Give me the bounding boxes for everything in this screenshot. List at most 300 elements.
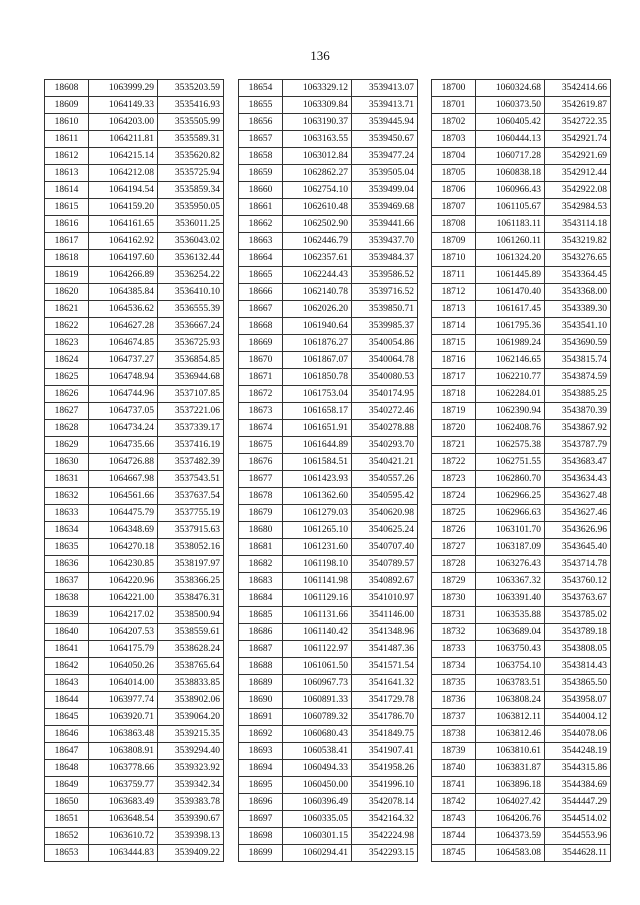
y-coordinate-cell: 3536555.39: [158, 301, 224, 318]
point-id-cell: 18685: [239, 607, 283, 624]
y-coordinate-cell: 3544315.86: [545, 760, 611, 777]
y-coordinate-cell: 3543683.47: [545, 454, 611, 471]
point-id-cell: 18619: [45, 267, 89, 284]
point-id-cell: 18670: [239, 352, 283, 369]
point-id-cell: 18623: [45, 335, 89, 352]
point-id-cell: 18626: [45, 386, 89, 403]
y-coordinate-cell: 3537637.54: [158, 488, 224, 505]
y-coordinate-cell: 3539342.34: [158, 777, 224, 794]
point-id-cell: 18676: [239, 454, 283, 471]
table-row: [239, 658, 418, 675]
table-row: [432, 284, 611, 301]
x-coordinate-cell: 1061795.36: [476, 318, 545, 335]
x-coordinate-cell: 1064161.65: [89, 216, 158, 233]
x-coordinate-cell: 1062284.01: [476, 386, 545, 403]
y-coordinate-cell: 3539294.40: [158, 743, 224, 760]
table-row: [239, 794, 418, 811]
table-row: [432, 250, 611, 267]
point-id-cell: 18669: [239, 335, 283, 352]
table-row: [432, 386, 611, 403]
table-row: [432, 80, 611, 97]
point-id-cell: 18722: [432, 454, 476, 471]
point-id-cell: 18720: [432, 420, 476, 437]
y-coordinate-cell: 3544447.29: [545, 794, 611, 811]
table-row: [432, 607, 611, 624]
y-coordinate-cell: 3541729.78: [352, 692, 418, 709]
table-row: [432, 216, 611, 233]
table-row: [45, 556, 224, 573]
x-coordinate-cell: 1064194.54: [89, 182, 158, 199]
table-row: [45, 318, 224, 335]
x-coordinate-cell: 1062862.27: [283, 165, 352, 182]
x-coordinate-cell: 1064748.94: [89, 369, 158, 386]
x-coordinate-cell: 1062210.77: [476, 369, 545, 386]
y-coordinate-cell: 3539850.71: [352, 301, 418, 318]
y-coordinate-cell: 3538052.16: [158, 539, 224, 556]
table-row: [45, 352, 224, 369]
point-id-cell: 18616: [45, 216, 89, 233]
y-coordinate-cell: 3544384.69: [545, 777, 611, 794]
x-coordinate-cell: 1063783.51: [476, 675, 545, 692]
table-row: [432, 675, 611, 692]
x-coordinate-cell: 1064211.81: [89, 131, 158, 148]
table-row: [45, 641, 224, 658]
table-row: [239, 284, 418, 301]
y-coordinate-cell: 3543787.79: [545, 437, 611, 454]
x-coordinate-cell: 1063391.40: [476, 590, 545, 607]
y-coordinate-cell: 3539586.52: [352, 267, 418, 284]
table-row: [432, 726, 611, 743]
point-id-cell: 18735: [432, 675, 476, 692]
point-id-cell: 18732: [432, 624, 476, 641]
y-coordinate-cell: 3537339.17: [158, 420, 224, 437]
point-id-cell: 18686: [239, 624, 283, 641]
point-id-cell: 18743: [432, 811, 476, 828]
table-row: [239, 454, 418, 471]
table-row: [432, 794, 611, 811]
point-id-cell: 18705: [432, 165, 476, 182]
y-coordinate-cell: 3535416.93: [158, 97, 224, 114]
coordinate-table-1: [44, 79, 224, 862]
coordinate-table-3: [431, 79, 611, 862]
table-row: [45, 709, 224, 726]
y-coordinate-cell: 3538197.97: [158, 556, 224, 573]
x-coordinate-cell: 1063808.24: [476, 692, 545, 709]
table-row: [432, 352, 611, 369]
y-coordinate-cell: 3543627.46: [545, 505, 611, 522]
point-id-cell: 18673: [239, 403, 283, 420]
point-id-cell: 18663: [239, 233, 283, 250]
table-row: [432, 454, 611, 471]
table-row: [45, 284, 224, 301]
x-coordinate-cell: 1062408.76: [476, 420, 545, 437]
x-coordinate-cell: 1063190.37: [283, 114, 352, 131]
x-coordinate-cell: 1061651.91: [283, 420, 352, 437]
point-id-cell: 18690: [239, 692, 283, 709]
table-row: [45, 760, 224, 777]
table-row: [45, 437, 224, 454]
point-id-cell: 18612: [45, 148, 89, 165]
y-coordinate-cell: 3541907.41: [352, 743, 418, 760]
point-id-cell: 18709: [432, 233, 476, 250]
y-coordinate-cell: 3535950.05: [158, 199, 224, 216]
y-coordinate-cell: 3539383.78: [158, 794, 224, 811]
x-coordinate-cell: 1063648.54: [89, 811, 158, 828]
y-coordinate-cell: 3544004.12: [545, 709, 611, 726]
table-row: [239, 522, 418, 539]
y-coordinate-cell: 3539441.66: [352, 216, 418, 233]
table-row: [239, 148, 418, 165]
y-coordinate-cell: 3542619.87: [545, 97, 611, 114]
y-coordinate-cell: 3539064.20: [158, 709, 224, 726]
x-coordinate-cell: 1063810.61: [476, 743, 545, 760]
x-coordinate-cell: 1063812.11: [476, 709, 545, 726]
y-coordinate-cell: 3540892.67: [352, 573, 418, 590]
x-coordinate-cell: 1061470.40: [476, 284, 545, 301]
x-coordinate-cell: 1063750.43: [476, 641, 545, 658]
x-coordinate-cell: 1064726.88: [89, 454, 158, 471]
table-row: [432, 692, 611, 709]
x-coordinate-cell: 1061584.51: [283, 454, 352, 471]
x-coordinate-cell: 1064203.00: [89, 114, 158, 131]
table-row: [239, 420, 418, 437]
x-coordinate-cell: 1062390.94: [476, 403, 545, 420]
x-coordinate-cell: 1061850.78: [283, 369, 352, 386]
y-coordinate-cell: 3542722.35: [545, 114, 611, 131]
point-id-cell: 18645: [45, 709, 89, 726]
table-row: [45, 828, 224, 845]
point-id-cell: 18699: [239, 845, 283, 862]
table-row: [239, 165, 418, 182]
x-coordinate-cell: 1063187.09: [476, 539, 545, 556]
x-coordinate-cell: 1064220.96: [89, 573, 158, 590]
y-coordinate-cell: 3540054.86: [352, 335, 418, 352]
y-coordinate-cell: 3543389.30: [545, 301, 611, 318]
y-coordinate-cell: 3543364.45: [545, 267, 611, 284]
x-coordinate-cell: 1064221.00: [89, 590, 158, 607]
x-coordinate-cell: 1064385.84: [89, 284, 158, 301]
point-id-cell: 18625: [45, 369, 89, 386]
point-id-cell: 18702: [432, 114, 476, 131]
y-coordinate-cell: 3539477.24: [352, 148, 418, 165]
y-coordinate-cell: 3541958.26: [352, 760, 418, 777]
table-row: [432, 590, 611, 607]
x-coordinate-cell: 1063896.18: [476, 777, 545, 794]
y-coordinate-cell: 3541348.96: [352, 624, 418, 641]
point-id-cell: 18655: [239, 97, 283, 114]
y-coordinate-cell: 3541849.75: [352, 726, 418, 743]
table-row: [45, 743, 224, 760]
point-id-cell: 18716: [432, 352, 476, 369]
x-coordinate-cell: 1064737.05: [89, 403, 158, 420]
x-coordinate-cell: 1060396.49: [283, 794, 352, 811]
point-id-cell: 18662: [239, 216, 283, 233]
y-coordinate-cell: 3542984.53: [545, 199, 611, 216]
x-coordinate-cell: 1061231.60: [283, 539, 352, 556]
table-row: [45, 97, 224, 114]
point-id-cell: 18628: [45, 420, 89, 437]
point-id-cell: 18725: [432, 505, 476, 522]
table-row: [432, 658, 611, 675]
x-coordinate-cell: 1061876.27: [283, 335, 352, 352]
y-coordinate-cell: 3543645.40: [545, 539, 611, 556]
point-id-cell: 18672: [239, 386, 283, 403]
point-id-cell: 18629: [45, 437, 89, 454]
x-coordinate-cell: 1063012.84: [283, 148, 352, 165]
point-id-cell: 18715: [432, 335, 476, 352]
x-coordinate-cell: 1060494.33: [283, 760, 352, 777]
y-coordinate-cell: 3543814.43: [545, 658, 611, 675]
point-id-cell: 18630: [45, 454, 89, 471]
point-id-cell: 18730: [432, 590, 476, 607]
y-coordinate-cell: 3544628.11: [545, 845, 611, 862]
table-row: [239, 233, 418, 250]
y-coordinate-cell: 3539469.68: [352, 199, 418, 216]
table-row: [45, 522, 224, 539]
x-coordinate-cell: 1061260.11: [476, 233, 545, 250]
table-row: [45, 794, 224, 811]
table-row: [432, 199, 611, 216]
y-coordinate-cell: 3542912.44: [545, 165, 611, 182]
y-coordinate-cell: 3540620.98: [352, 505, 418, 522]
x-coordinate-cell: 1061658.17: [283, 403, 352, 420]
x-coordinate-cell: 1060717.28: [476, 148, 545, 165]
point-id-cell: 18707: [432, 199, 476, 216]
point-id-cell: 18653: [45, 845, 89, 862]
point-id-cell: 18682: [239, 556, 283, 573]
table-row: [432, 335, 611, 352]
y-coordinate-cell: 3536132.44: [158, 250, 224, 267]
y-coordinate-cell: 3536725.93: [158, 335, 224, 352]
y-coordinate-cell: 3541996.10: [352, 777, 418, 794]
y-coordinate-cell: 3543867.92: [545, 420, 611, 437]
point-id-cell: 18675: [239, 437, 283, 454]
point-id-cell: 18700: [432, 80, 476, 97]
x-coordinate-cell: 1064674.85: [89, 335, 158, 352]
x-coordinate-cell: 1061198.10: [283, 556, 352, 573]
y-coordinate-cell: 3536410.10: [158, 284, 224, 301]
table-row: [45, 131, 224, 148]
table-row: [239, 267, 418, 284]
y-coordinate-cell: 3538833.85: [158, 675, 224, 692]
y-coordinate-cell: 3540595.42: [352, 488, 418, 505]
x-coordinate-cell: 1061140.42: [283, 624, 352, 641]
point-id-cell: 18683: [239, 573, 283, 590]
y-coordinate-cell: 3537107.85: [158, 386, 224, 403]
point-id-cell: 18650: [45, 794, 89, 811]
table-row: [45, 420, 224, 437]
point-id-cell: 18731: [432, 607, 476, 624]
table-row: [432, 148, 611, 165]
table-row: [239, 80, 418, 97]
point-id-cell: 18659: [239, 165, 283, 182]
table-row: [432, 369, 611, 386]
point-id-cell: 18635: [45, 539, 89, 556]
point-id-cell: 18713: [432, 301, 476, 318]
y-coordinate-cell: 3543634.43: [545, 471, 611, 488]
point-id-cell: 18633: [45, 505, 89, 522]
table-row: [45, 386, 224, 403]
x-coordinate-cell: 1063812.46: [476, 726, 545, 743]
x-coordinate-cell: 1064212.08: [89, 165, 158, 182]
y-coordinate-cell: 3540707.40: [352, 539, 418, 556]
point-id-cell: 18624: [45, 352, 89, 369]
point-id-cell: 18701: [432, 97, 476, 114]
point-id-cell: 18728: [432, 556, 476, 573]
y-coordinate-cell: 3539390.67: [158, 811, 224, 828]
x-coordinate-cell: 1062754.10: [283, 182, 352, 199]
table-row: [239, 726, 418, 743]
x-coordinate-cell: 1064149.33: [89, 97, 158, 114]
table-row: [432, 420, 611, 437]
table-row: [432, 709, 611, 726]
table-row: [239, 182, 418, 199]
x-coordinate-cell: 1061183.11: [476, 216, 545, 233]
y-coordinate-cell: 3539445.94: [352, 114, 418, 131]
x-coordinate-cell: 1060838.18: [476, 165, 545, 182]
x-coordinate-cell: 1060680.43: [283, 726, 352, 743]
x-coordinate-cell: 1062860.70: [476, 471, 545, 488]
x-coordinate-cell: 1062610.48: [283, 199, 352, 216]
x-coordinate-cell: 1063329.12: [283, 80, 352, 97]
x-coordinate-cell: 1064735.66: [89, 437, 158, 454]
y-coordinate-cell: 3541571.54: [352, 658, 418, 675]
x-coordinate-cell: 1061445.89: [476, 267, 545, 284]
y-coordinate-cell: 3538765.64: [158, 658, 224, 675]
table-row: [239, 709, 418, 726]
y-coordinate-cell: 3541641.32: [352, 675, 418, 692]
x-coordinate-cell: 1064217.02: [89, 607, 158, 624]
y-coordinate-cell: 3537221.06: [158, 403, 224, 420]
y-coordinate-cell: 3536254.22: [158, 267, 224, 284]
x-coordinate-cell: 1060373.50: [476, 97, 545, 114]
point-id-cell: 18665: [239, 267, 283, 284]
x-coordinate-cell: 1063863.48: [89, 726, 158, 743]
point-id-cell: 18718: [432, 386, 476, 403]
table-row: [239, 641, 418, 658]
y-coordinate-cell: 3543785.02: [545, 607, 611, 624]
point-id-cell: 18719: [432, 403, 476, 420]
point-id-cell: 18741: [432, 777, 476, 794]
x-coordinate-cell: 1063759.77: [89, 777, 158, 794]
point-id-cell: 18648: [45, 760, 89, 777]
table-row: [432, 403, 611, 420]
y-coordinate-cell: 3537543.51: [158, 471, 224, 488]
y-coordinate-cell: 3543714.78: [545, 556, 611, 573]
y-coordinate-cell: 3542414.66: [545, 80, 611, 97]
point-id-cell: 18618: [45, 250, 89, 267]
table-row: [432, 641, 611, 658]
x-coordinate-cell: 1063683.49: [89, 794, 158, 811]
table-row: [432, 471, 611, 488]
table-row: [239, 777, 418, 794]
point-id-cell: 18714: [432, 318, 476, 335]
table-row: [239, 845, 418, 862]
table-row: [239, 573, 418, 590]
x-coordinate-cell: 1064050.26: [89, 658, 158, 675]
y-coordinate-cell: 3544248.19: [545, 743, 611, 760]
table-row: [432, 97, 611, 114]
x-coordinate-cell: 1062502.90: [283, 216, 352, 233]
table-row: [45, 675, 224, 692]
point-id-cell: 18708: [432, 216, 476, 233]
y-coordinate-cell: 3543114.18: [545, 216, 611, 233]
y-coordinate-cell: 3535589.31: [158, 131, 224, 148]
y-coordinate-cell: 3540557.26: [352, 471, 418, 488]
y-coordinate-cell: 3540789.57: [352, 556, 418, 573]
x-coordinate-cell: 1063754.10: [476, 658, 545, 675]
y-coordinate-cell: 3542921.69: [545, 148, 611, 165]
point-id-cell: 18667: [239, 301, 283, 318]
point-id-cell: 18677: [239, 471, 283, 488]
y-coordinate-cell: 3543276.65: [545, 250, 611, 267]
x-coordinate-cell: 1063367.32: [476, 573, 545, 590]
x-coordinate-cell: 1064348.69: [89, 522, 158, 539]
point-id-cell: 18729: [432, 573, 476, 590]
x-coordinate-cell: 1063999.29: [89, 80, 158, 97]
x-coordinate-cell: 1060294.41: [283, 845, 352, 862]
table-row: [45, 301, 224, 318]
y-coordinate-cell: 3541146.00: [352, 607, 418, 624]
x-coordinate-cell: 1063610.72: [89, 828, 158, 845]
table-row: [45, 165, 224, 182]
y-coordinate-cell: 3543789.18: [545, 624, 611, 641]
point-id-cell: 18652: [45, 828, 89, 845]
y-coordinate-cell: 3543870.39: [545, 403, 611, 420]
table-row: [239, 488, 418, 505]
y-coordinate-cell: 3542922.08: [545, 182, 611, 199]
table-row: [45, 80, 224, 97]
x-coordinate-cell: 1060335.05: [283, 811, 352, 828]
table-row: [432, 556, 611, 573]
x-coordinate-cell: 1062575.38: [476, 437, 545, 454]
point-id-cell: 18609: [45, 97, 89, 114]
x-coordinate-cell: 1060966.43: [476, 182, 545, 199]
point-id-cell: 18721: [432, 437, 476, 454]
y-coordinate-cell: 3539215.35: [158, 726, 224, 743]
point-id-cell: 18740: [432, 760, 476, 777]
point-id-cell: 18611: [45, 131, 89, 148]
point-id-cell: 18744: [432, 828, 476, 845]
point-id-cell: 18637: [45, 573, 89, 590]
y-coordinate-cell: 3542164.32: [352, 811, 418, 828]
x-coordinate-cell: 1064561.66: [89, 488, 158, 505]
point-id-cell: 18654: [239, 80, 283, 97]
y-coordinate-cell: 3537416.19: [158, 437, 224, 454]
point-id-cell: 18726: [432, 522, 476, 539]
x-coordinate-cell: 1064266.89: [89, 267, 158, 284]
x-coordinate-cell: 1063101.70: [476, 522, 545, 539]
point-id-cell: 18724: [432, 488, 476, 505]
x-coordinate-cell: 1061279.03: [283, 505, 352, 522]
point-id-cell: 18717: [432, 369, 476, 386]
point-id-cell: 18695: [239, 777, 283, 794]
y-coordinate-cell: 3543958.07: [545, 692, 611, 709]
table-row: [239, 556, 418, 573]
table-row: [239, 216, 418, 233]
table-row: [239, 318, 418, 335]
y-coordinate-cell: 3541487.36: [352, 641, 418, 658]
point-id-cell: 18631: [45, 471, 89, 488]
y-coordinate-cell: 3543808.05: [545, 641, 611, 658]
y-coordinate-cell: 3540278.88: [352, 420, 418, 437]
y-coordinate-cell: 3540064.78: [352, 352, 418, 369]
table-row: [239, 607, 418, 624]
x-coordinate-cell: 1061940.64: [283, 318, 352, 335]
y-coordinate-cell: 3539413.71: [352, 97, 418, 114]
table-row: [432, 760, 611, 777]
y-coordinate-cell: 3537755.19: [158, 505, 224, 522]
